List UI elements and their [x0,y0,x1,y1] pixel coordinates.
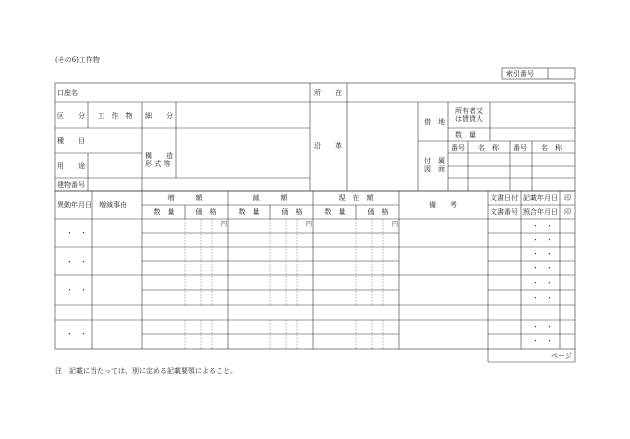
entry-date-header: 記載年月日 [523,194,558,202]
yen-unit-current: 円 [392,221,399,228]
drawing-number-label-1: 番号 [451,144,465,152]
seal-header-2: 印 [564,208,571,216]
subdivision-label: 細 分 [145,112,173,120]
document-date-header: 文書日付 [490,194,518,202]
leased-land-label: 借 地 [424,118,445,126]
entry-date-dots-2: ・ ・ [532,250,553,258]
history-label: 沿 革 [314,142,342,150]
seal-header-1: 印 [564,194,571,202]
decrease-qty-header: 数 量 [238,208,260,216]
increase-price-header: 価 格 [195,208,217,216]
yen-unit-increase: 円 [221,221,228,228]
verify-date-dots-1: ・ ・ [532,236,553,244]
change-reason-header: 増減事由 [99,201,127,209]
item-type-label: 種 目 [57,137,85,145]
owner-lessor-label: 所有者又 は賃貸人 [455,107,483,123]
verify-date-dots-3: ・ ・ [532,294,553,302]
date-placeholder-row3: ・ ・ [66,286,87,294]
entry-date-dots-1: ・ ・ [532,222,553,230]
date-placeholder-row1: ・ ・ [66,229,87,237]
entry-date-dots-3: ・ ・ [532,279,553,287]
footnote: 注 記載に当たっては、別に定める記載要領によること。 [55,367,237,375]
drawing-number-label-2: 番号 [513,144,527,152]
date-placeholder-row4: ・ ・ [66,330,87,338]
increase-header: 増 額 [167,194,203,202]
form-title: (その6)工作物 [55,56,100,64]
structure-type-label: 工 作 物 [97,112,133,120]
decrease-price-header: 価 格 [281,208,303,216]
current-amount-header: 現 在 額 [338,194,374,202]
document-number-header: 文書番号 [490,208,518,216]
increase-qty-header: 数 量 [153,208,175,216]
date-placeholder-row2: ・ ・ [66,258,87,266]
attached-drawings-label: 付 属 図 面 [424,157,445,173]
drawing-name-label-2: 名 称 [541,144,562,152]
current-price-header: 価 格 [367,208,389,216]
page-label: ページ [551,352,572,360]
usage-label: 用 途 [57,162,85,170]
decrease-header: 減 額 [252,194,288,202]
upper-section-frame [55,83,575,191]
verify-date-dots-2: ・ ・ [532,264,553,272]
location-label: 所 在 [314,89,342,97]
verify-date-dots-4: ・ ・ [532,337,553,345]
construction-form-label: 構 造 形 式 等 [145,152,173,168]
index-number-label: 索引番号 [506,70,534,78]
quantity-label-upper: 数 量 [455,131,476,139]
entry-date-dots-4: ・ ・ [532,323,553,331]
change-date-header: 異動年月日 [57,201,92,209]
account-name-label: 口座名 [57,89,78,97]
verification-date-header: 照合年月日 [523,208,558,216]
category-label: 区 分 [57,112,85,120]
current-qty-header: 数 量 [324,208,346,216]
drawing-name-label-1: 名 称 [478,144,499,152]
building-number-label: 建物番号 [57,181,85,189]
yen-unit-decrease: 円 [306,221,313,228]
remarks-header: 備 考 [429,201,457,209]
